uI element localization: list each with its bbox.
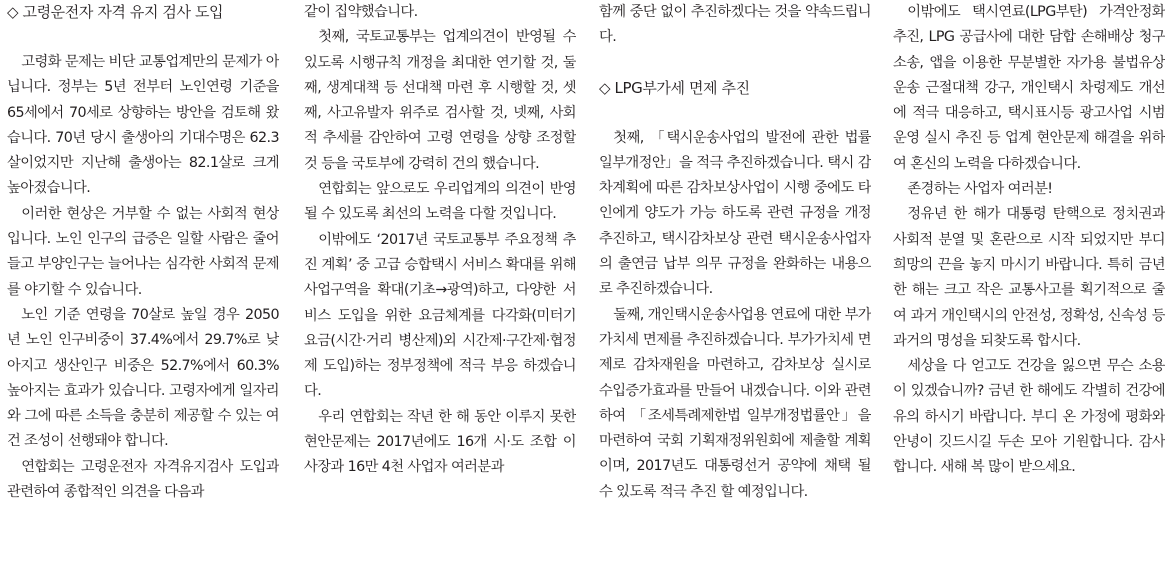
paragraph: 이러한 현상은 거부할 수 없는 사회적 현상입니다. 노인 인구의 급증은 일할 사람은 줄어들고 부양인구는 늘어나는 심각한 사회적 문제를 야기할 수 있습니다. [7,205,279,298]
paragraph: 첫째, 국토교통부는 업계의견이 반영될 수 있도록 시행규칙 개정을 최대한 연기할 것, 둘째, 생계대책 등 선대책 마련 후 시행할 것, 셋째, 사고유발자 위주로 검사할 것, 넷째, 사회적 추세를 감안하여 고령 연령을 상향 조정할 것 등을 국토부에 강력히 건의 했습니다. [304,29,576,172]
article-column-2 [304,0,576,562]
paragraph-greeting: 존경하는 사업자 여러분! [907,181,1053,198]
paragraph: 고령화 문제는 비단 교통업계만의 문제가 아닙니다. 정부는 5년 전부터 노인연령 기준을 65세에서 70세로 상향하는 방안을 검토해 왔습니다. 70년 당시 출생아의 기대수명은 62.3살이었지만 지난해 출생아는 82.1살로 크게 높아졌습니다. [7,54,279,197]
paragraph: 둘째, 개인택시운송사업용 연료에 대한 부가가치세 면제를 추진하겠습니다. 부가가치세 면제로 감차재원을 마련하고, 감차보상 실시로 수입증가효과를 만들어 내겠습니다. 이와 관련하여 「조세특례제한법 일부개정법률안」을 마련하여 국회 기획재정위원회에 제출할 계획이며, 2017년도 대통령선거 공약에 채택 될 수 있도록 적극 추진 할 예정입니다. [599,306,871,500]
paragraph: 정유년 한 해가 대통령 탄핵으로 정치권과 사회적 분열 및 혼란으로 시작 되었지만 부디 희망의 끈을 놓지 마시기 바랍니다. 특히 금년 한 해는 크고 작은 교통사고를 획기적으로 줄여 과거 개인택시의 안전성, 정확성, 신속성 등 과거의 명성을 되찾도록 합시다. [893,206,1165,349]
article-column-4 [893,0,1165,562]
spacer [7,25,279,50]
paragraph: 이밖에도 ‘2017년 국토교통부 주요정책 추진 계획’ 중 고급 승합택시 서비스 확대를 위해 사업구역을 확대(기초→광역)하고, 다양한 서비스 도입을 위한 요금체계를 다각화(미터기 요금(시간·거리 병산제)외 시간제·구간제·협정제 도입)하는 정부정책에 적극 부응 하겠습니다. [304,231,576,400]
spacer [599,51,871,76]
section-heading-elderly-driver-test: ◇ 고령운전자 자격 유지 검사 도입 [7,3,224,21]
paragraph: 연합회는 고령운전자 자격유지검사 도입과 관련하여 종합적인 의견을 다음과 [7,458,279,501]
paragraph-continued: 함께 중단 없이 추진하겠다는 것을 약속드립니다. [599,4,871,46]
paragraph: 노인 기준 연령을 70살로 높일 경우 2050년 노인 인구비중이 37.4%에서 29.7%로 낮아지고 생산인구 비중은 52.7%에서 60.3% 높아지는 효과가 있습니다. 고령자에게 일자리와 그에 따른 소득을 충분히 제공할 수 있는 여건 조성이 선행돼야 합니다. [7,306,279,450]
article-column-1 [7,0,279,562]
spacer [599,101,871,126]
paragraph-continued: 같이 집약했습니다. [304,4,418,20]
paragraph: 우리 연합회는 작년 한 해 동안 이루지 못한 현안문제는 2017년에도 16개 시·도 조합 이사장과 16만 4천 사업자 여러분과 [304,408,576,476]
paragraph: 이밖에도 택시연료(LPG부탄) 가격안정화 추진, LPG 공급사에 대한 담합 손해배상 청구소송, 앱을 이용한 무분별한 자가용 불법유상운송 근절대책 강구, 개인택시 차령제도 개선에 적극 대응하고, 택시표시등 광고사업 시범운영 실시 추진 등 업계 현안문제 해결을 위하여 혼신의 노력을 다하겠습니다. [893,4,1165,172]
section-heading-lpg-vat-exemption: ◇ LPG부가세 면제 추진 [599,78,750,97]
article-column-3 [599,0,871,562]
paragraph: 연합회는 앞으로도 우리업계의 의견이 반영될 수 있도록 최선의 노력을 다할 것입니다. [304,181,576,223]
paragraph: 첫째, 「택시운송사업의 발전에 관한 법률 일부개정안」을 적극 추진하겠습니다. 택시 감차계획에 따른 감차보상사업이 시행 중에도 타인에게 양도가 가능 하도록 관련 규정을 개정추진하고, 택시감차보상 관련 택시운송사업자의 출연금 납부 의무 규정을 완화하는 내용으로 추진하겠습니다. [599,129,871,298]
paragraph: 세상을 다 얻고도 건강을 잃으면 무슨 소용이 있겠습니까? 금년 한 해에도 각별히 건강에 유의 하시기 바랍니다. 부디 온 가정에 평화와 안녕이 깃드시길 두손 모아 기원합니다. 감사합니다. 새해 복 많이 받으세요. [893,358,1165,476]
